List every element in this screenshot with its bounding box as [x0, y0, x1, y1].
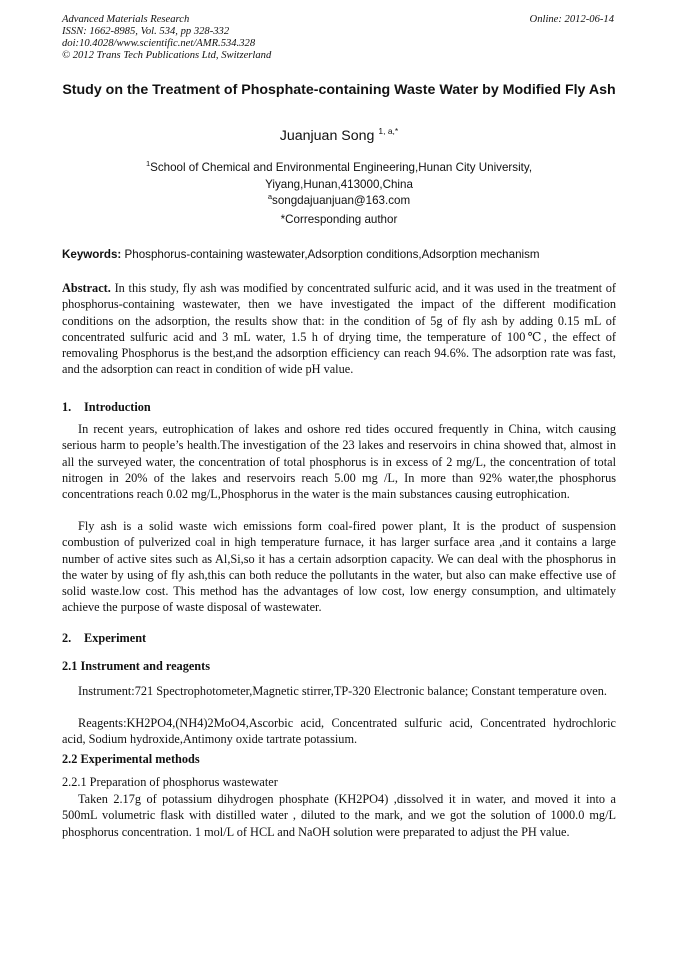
affiliation-line-1: School of Chemical and Environmental Engineering,Hunan City University,: [150, 161, 533, 174]
author-superscript: 1, a,*: [378, 126, 399, 136]
journal-copyright: © 2012 Trans Tech Publications Ltd, Switzerland: [62, 50, 272, 61]
journal-header: [62, 14, 271, 62]
subsection-heading-2-1: 2.1 Instrument and reagents: [62, 659, 211, 673]
author-email: [62, 192, 616, 207]
affiliation: [62, 155, 616, 193]
paper-title: Study on the Treatment of Phosphate-containing Waste Water by Modified Fly Ash: [62, 82, 616, 98]
email-address: songdajuanjuan@163.com: [272, 194, 411, 207]
preparation-paragraph: Taken 2.17g of potassium dihydrogen phosphate (KH2PO4) ,dissolved it in water, and moved it into a 500mL volumetric flask with distilled water , diluted to the mark, and we got the solution of 1000.0 mg/L phosphorus concentration. 1 mol/L of HCL and NaOH solution were preparated to adjust the PH value.: [62, 792, 616, 839]
author-name: Juanjuan Song: [279, 128, 375, 144]
abstract-label: Abstract.: [62, 281, 111, 295]
online-date: Online: 2012-06-14: [529, 14, 614, 25]
section-number: 1.: [62, 400, 72, 414]
email-superscript: a: [267, 192, 273, 201]
intro-paragraph-2: Fly ash is a solid waste wich emissions form coal-fired power plant, It is the product of suspension combustion of pulverized coal in high temperature furnace, it has larger surface area ,and it contains a large number of active sites such as Al,Si,so it has a certain adsorption capacity. We can deal with the phosphorus in the water by using of fly ash,this can both reduce the pollutants in the water, but also can make effective use of solid waste.low cost. This method has the advantages of low cost, low energy consumption, and ultimately achieve the purpose of waste disposal of wastewater.: [62, 519, 616, 615]
journal-doi: doi:10.4028/www.scientific.net/AMR.534.328: [62, 38, 256, 49]
author-line: [62, 126, 616, 144]
section-number: 2.: [62, 631, 72, 645]
instrument-paragraph: Instrument:721 Spectrophotometer,Magnetic stirrer,TP-320 Electronic balance; Constant temperature oven.: [78, 684, 607, 698]
subsection-heading-2-2-1: 2.2.1 Preparation of phosphorus wastewater: [62, 775, 278, 789]
abstract-text: In this study, fly ash was modified by concentrated sulfuric acid, and it was used in the treatment of phosphorus-containing wastewater, then we have investigated the impact of the different modification conditions on the adsorption, the results show that: in the condition of 5g of fly ash by adding 0.15 mL of concentrated sulfuric acid and 3 mL water, 1.5 h of drying time, the temperature of 100℃, the effect of removaling Phosphorus is the best,and the adsorption efficiency can reach 94.6%. The adsorption rate was fast, and the adsorption can react in condition of wide pH value.: [62, 281, 616, 377]
keywords: [62, 248, 616, 261]
intro-paragraph-1: In recent years, eutrophication of lakes and oshore red tides occured frequently in China, witch causing serious harm to people’s health.The investigation of the 23 lakes and reservoirs in china showed that, almost in all the surveyed water, the concentration of total phosphorus is in excess of 2 mg/L, the concentration of total nitrogen in 20% of the lakes and reservoirs reach 5.00 mg /L, In more than 92% water,the phosphorus concentrations reach 0.02 mg/L,Phosphorus in the water is the main substances causing eutrophication.: [62, 422, 616, 502]
corresponding-author-note: *Corresponding author: [280, 213, 398, 226]
keywords-label: Keywords:: [62, 248, 122, 261]
abstract: [62, 280, 616, 378]
affiliation-superscript: 1: [145, 159, 151, 168]
affiliation-line-2: Yiyang,Hunan,413000,China: [265, 178, 413, 191]
subsection-heading-2-2: 2.2 Experimental methods: [62, 752, 200, 766]
section-title: Experiment: [84, 631, 147, 645]
section-heading-introduction: [62, 400, 151, 415]
section-heading-experiment: [62, 631, 146, 646]
keywords-text: Phosphorus-containing wastewater,Adsorption conditions,Adsorption mechanism: [124, 248, 540, 261]
journal-name: Advanced Materials Research: [62, 14, 190, 25]
reagents-paragraph: Reagents:KH2PO4,(NH4)2MoO4,Ascorbic acid, Concentrated sulfuric acid, Concentrated hydrochloric acid, Sodium hydroxide,Antimony oxide tartrate potassium.: [62, 716, 616, 747]
section-title: Introduction: [84, 400, 151, 414]
journal-issn: ISSN: 1662-8985, Vol. 534, pp 328-332: [62, 26, 230, 37]
